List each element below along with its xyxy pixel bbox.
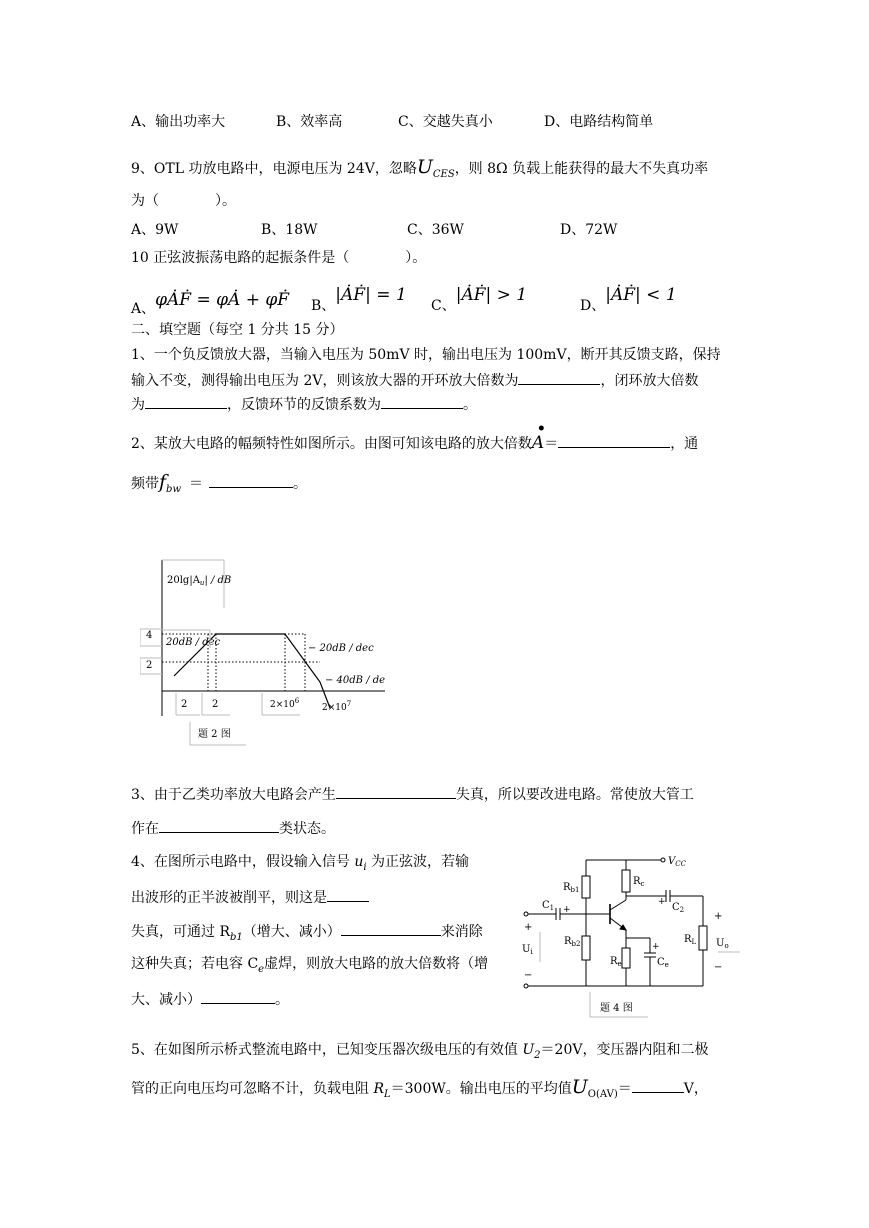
f2-symbol-f-sub: bw — [166, 483, 182, 495]
f4-line3 — [131, 921, 483, 947]
f4-line5-a: 大、减小） — [131, 992, 201, 1008]
fig4-c1-plus: + — [563, 905, 571, 915]
f5-rl-sub: L — [384, 1088, 391, 1100]
fig4-re-resistor — [622, 948, 630, 968]
f1-line3 — [131, 394, 477, 414]
fig4-re-label: $R_e$ — [610, 956, 622, 968]
f4-u-sub: i — [363, 861, 367, 873]
q9-symbol-sub: CES — [432, 168, 455, 180]
fig4-rc-resistor — [622, 870, 630, 892]
fig4-uo-plus: + — [714, 911, 723, 922]
fig2-y-tick-2: 2 — [146, 660, 153, 671]
f2-line2 — [131, 473, 307, 499]
q10-d-expr: |ȦḞ| < 1 — [605, 285, 677, 305]
fig2-x-tick-1: 2 — [181, 699, 188, 710]
fig4-ce-plus: + — [652, 942, 660, 952]
fig4-rb1-label: $R_{b1}$ — [563, 882, 580, 894]
q10-d-label: D、 — [580, 298, 606, 314]
q10-text: 10 正弦波振荡电路的起振条件是（ ）。 — [131, 250, 427, 266]
q10-b-expr: |ȦḞ| = 1 — [335, 285, 407, 305]
fig2-slope-right2: − 40dB / de — [325, 675, 386, 686]
f3-line1-b: 失真，所以要改进电路。常使放大管工 — [455, 787, 694, 803]
q10-c-label: C、 — [431, 298, 456, 314]
f4-line1 — [131, 853, 469, 877]
q9-symbol: U — [416, 156, 433, 178]
fig4-rl-label: $R_L$ — [684, 934, 697, 946]
fig2-frequency-response — [140, 550, 390, 750]
fig2-caption: 题 2 图 — [198, 729, 231, 740]
fig2-x-tick-2: 2 — [212, 699, 219, 710]
q10-b-label: B、 — [311, 298, 336, 314]
f3-line2-b: 类状态。 — [279, 821, 335, 837]
f5-u2-sub: 2 — [534, 1049, 541, 1061]
f4-line3-b: （增大、减小） — [242, 924, 341, 940]
f5-line2-c: ＝ — [617, 1081, 632, 1097]
q8-option-b: B、效率高 — [276, 114, 343, 130]
f1-line3-c: 。 — [463, 397, 477, 413]
f2-line2-c: 。 — [293, 476, 308, 492]
f5-line2 — [131, 1078, 708, 1104]
f3-line1 — [131, 784, 694, 804]
f5-line1 — [131, 1041, 708, 1065]
fig4-rb1-resistor — [582, 876, 590, 898]
f5-line2-a: 管的正向电压均可忽略不计，负载电阻 — [131, 1081, 374, 1097]
q10-a-expr: φȦḞ = φȦ + φḞ — [155, 290, 290, 310]
f1-blank-open-loop[interactable] — [518, 370, 600, 385]
f3-line2-a: 作在 — [131, 821, 159, 837]
f4-line5 — [131, 989, 289, 1009]
f2-line1-a: 2、某放大电路的幅频特性如图所示。由图可知该电路的放大倍数 — [131, 436, 532, 452]
q9-text-before: 9、OTL 功放电路中，电源电压为 24V，忽略 — [131, 161, 417, 177]
fig2-x-tick-3: $2\times 10^6$ — [270, 697, 300, 710]
fig2-slope-right1: − 20dB / dec — [308, 643, 374, 654]
f1-line3-a: 为 — [131, 397, 145, 413]
fig4-ui-label: $U_i$ — [522, 944, 533, 956]
f4-line3-sub: b1 — [230, 931, 243, 943]
f4-blank-distortion-type[interactable] — [327, 887, 369, 902]
f2-blank-gain[interactable] — [558, 433, 670, 448]
f5-line1-b: ＝20V，变压器内阻和二极 — [540, 1042, 709, 1058]
q9-line1 — [131, 158, 708, 184]
f4-line3-a: 失真，可通过 R — [131, 924, 230, 940]
f3-line2 — [131, 818, 335, 838]
fig4-rc-label: $R_c$ — [633, 876, 645, 888]
fig4-c2-label: $C_2$ — [672, 902, 685, 914]
f5-line1-a: 5、在如图所示桥式整流电路中，已知变压器次级电压的有效值 — [131, 1042, 523, 1058]
q8-option-d: D、电路结构简单 — [544, 114, 654, 130]
f2-line1-c: ，通 — [670, 436, 699, 452]
q10-option-a — [131, 290, 290, 317]
q9-option-b: B、18W — [261, 222, 318, 238]
q10-c-expr: |ȦḞ| > 1 — [455, 285, 528, 305]
f2-symbol-a: A — [531, 433, 545, 453]
f5-u2: U — [522, 1042, 535, 1058]
fig4-ui-minus: − — [524, 970, 533, 981]
fig4-c1-label: $C_1$ — [542, 900, 555, 912]
fig4-amplifier-circuit — [518, 852, 743, 1022]
f2-blank-bandwidth[interactable] — [209, 473, 293, 488]
f4-line4-a: 这种失真；若电容 C — [131, 956, 259, 972]
f5-line2-b: ＝300W。输出电压的平均值 — [390, 1081, 572, 1097]
f2-line2-b: ＝ — [189, 476, 204, 492]
f1-line3-b: ，反馈环节的反馈系数为 — [227, 397, 381, 413]
f5-line2-d: V， — [683, 1081, 708, 1097]
f2-line1-b: ＝ — [544, 436, 559, 452]
f4-line4-sub: e — [258, 963, 265, 975]
f4-blank-rb1[interactable] — [341, 921, 441, 936]
f4-line2 — [131, 887, 369, 907]
f1-line2-b: ，闭环放大倍数 — [600, 373, 699, 389]
q10-option-d — [580, 285, 677, 314]
f5-blank-uo[interactable] — [632, 1078, 684, 1093]
f3-blank-distortion[interactable] — [336, 784, 456, 799]
q10-a-label: A、 — [131, 301, 156, 317]
fig4-rb2-label: $R_{b2}$ — [564, 936, 581, 948]
f5-uo: U — [571, 1076, 588, 1098]
q9-option-d: D、72W — [560, 222, 618, 238]
fig2-ylabel: $20\lg|A_u|$ / dB — [167, 575, 232, 587]
fig4-rl-resistor — [699, 926, 707, 950]
fig2-x-tick-4: $2\times 10^7$ — [322, 700, 352, 713]
f1-line2-a: 输入不变，测得输出电压为 2V，则该放大器的开环放大倍数为 — [131, 373, 519, 389]
section2-title: 二、填空题（每空 1 分共 15 分） — [131, 322, 344, 338]
fig4-c2-plus: + — [658, 897, 666, 907]
f4-line1-a: 4、在图所示电路中，假设输入信号 — [131, 854, 355, 870]
fig4-uo-label: $U_o$ — [716, 938, 729, 950]
fig4-uo-minus: − — [714, 962, 723, 973]
f4-u-sym: u — [354, 854, 364, 870]
f1-line2 — [131, 370, 698, 390]
fig4-vcc-label: $V_{CC}$ — [668, 856, 686, 868]
f2-line1 — [131, 421, 699, 453]
q10-option-b — [311, 285, 407, 314]
fig4-ui-plus: + — [524, 922, 533, 933]
f2-symbol-f: f — [159, 471, 167, 493]
f3-line1-a: 3、由于乙类功率放大电路会产生 — [131, 787, 336, 803]
f5-uo-sub: O(AV) — [587, 1088, 618, 1100]
f4-line4-b: 虚焊，则放大电路的放大倍数将（增 — [264, 956, 489, 972]
f1-line1: 1、一个负反馈放大器，当输入电压为 50mV 时，输出电压为 100mV，断开其反馈支路，保持 — [131, 347, 721, 363]
f4-line2-text: 出波形的正半波被削平，则这是 — [131, 890, 327, 906]
q9-line2: 为（ ）。 — [131, 193, 236, 209]
f2-symbol-a-wrap — [531, 421, 546, 453]
fig4-ce-label: $C_e$ — [657, 957, 669, 969]
f1-blank-closed-loop[interactable] — [145, 394, 227, 409]
f2-line2-a: 频带 — [131, 476, 159, 492]
f3-blank-class[interactable] — [159, 818, 279, 833]
fig4-rb2-resistor — [582, 936, 590, 960]
fig2-y-tick-4: 4 — [146, 630, 153, 641]
q9-option-c: C、36W — [407, 222, 464, 238]
f2-dot-icon: • — [536, 421, 546, 437]
q10-option-c — [431, 285, 528, 314]
q8-option-c: C、交越失真小 — [398, 114, 493, 130]
f1-blank-feedback[interactable] — [381, 394, 463, 409]
q9-text-after: ，则 8Ω 负载上能获得的最大不失真功率 — [454, 161, 709, 177]
q8-option-a: A、输出功率大 — [131, 114, 226, 130]
f4-line5-b: 。 — [275, 992, 289, 1008]
fig2-slope-left: 20dB / dec — [166, 637, 221, 648]
f5-rl: R — [373, 1081, 384, 1097]
f4-line3-c: 来消除 — [440, 924, 483, 940]
f4-line1-b: 为正弦波，若输 — [366, 854, 470, 870]
f4-line4 — [131, 955, 488, 979]
f4-blank-gain[interactable] — [201, 989, 275, 1004]
fig4-caption: 题 4 图 — [600, 1003, 633, 1014]
q9-option-a: A、9W — [131, 222, 179, 238]
